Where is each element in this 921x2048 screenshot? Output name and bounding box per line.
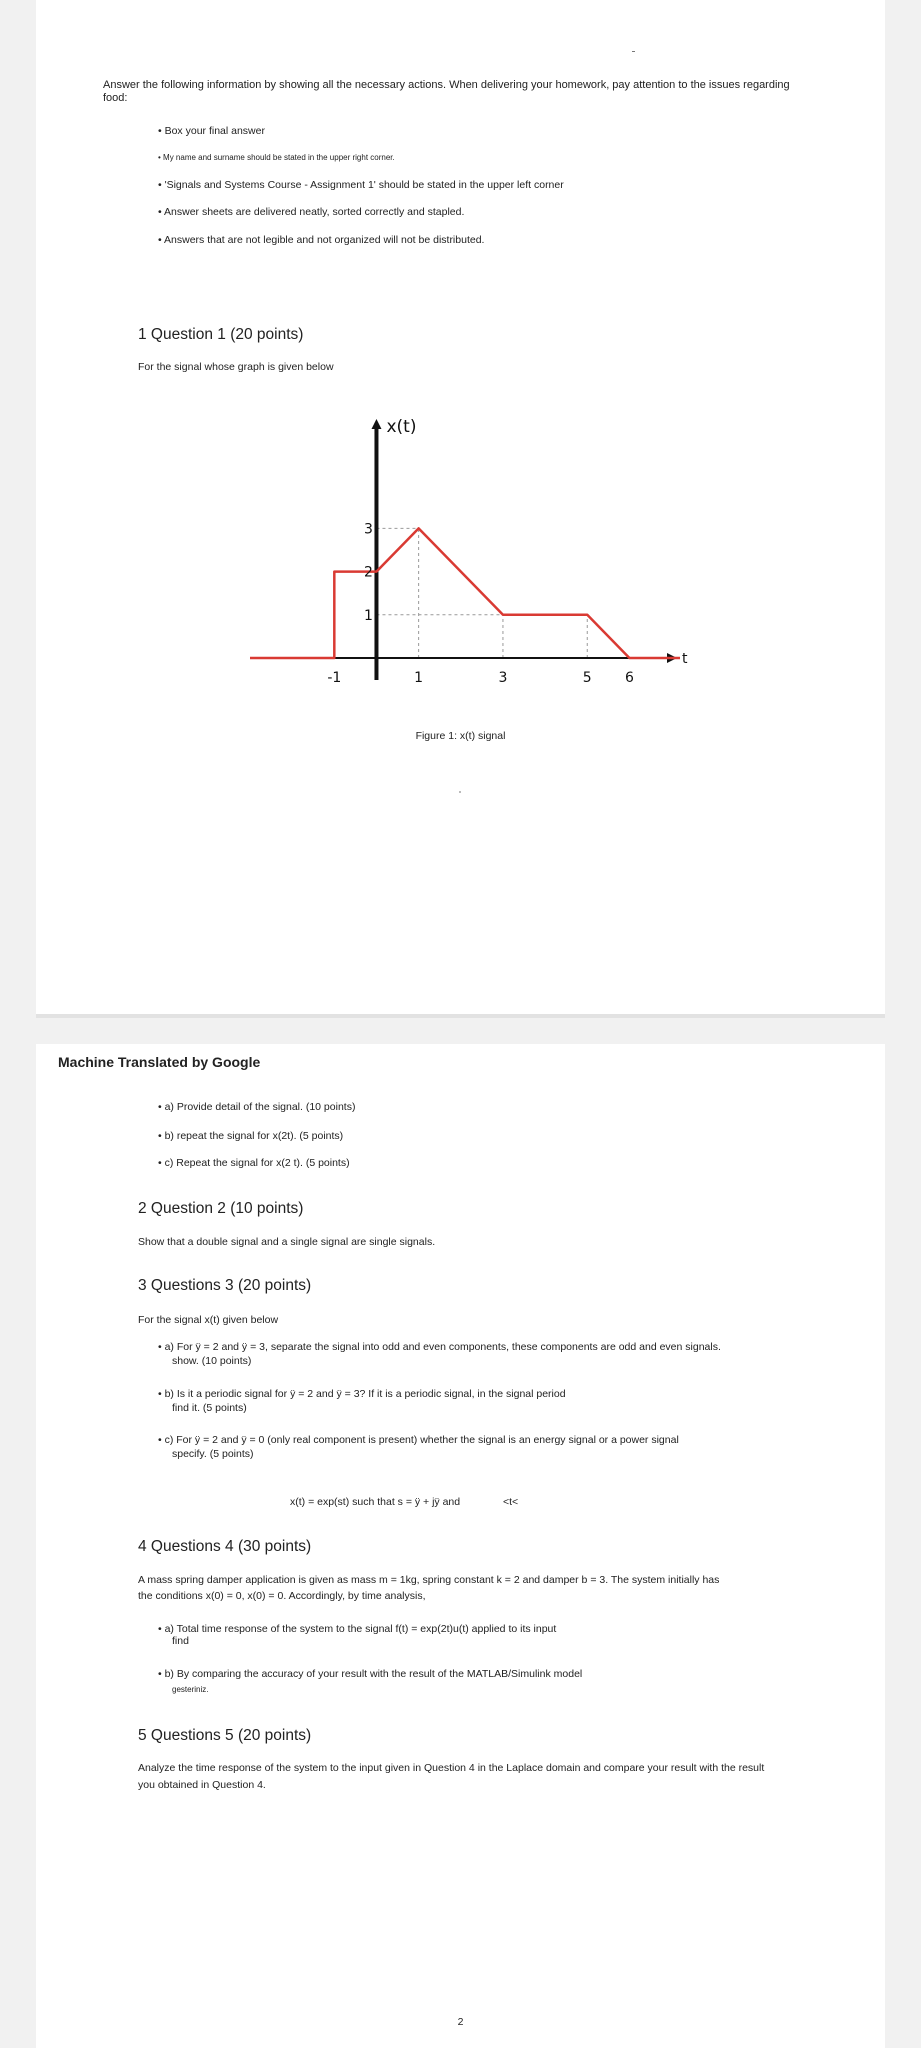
question-2-heading: 2 Question 2 (10 points) — [138, 1200, 304, 1217]
x-tick-label: 1 — [414, 670, 424, 686]
question-3-part-a — [158, 1340, 721, 1368]
question-2-text: Show that a double signal and a single signal are single signals. — [138, 1236, 436, 1248]
question-1-heading: 1 Question 1 (20 points) — [138, 326, 304, 343]
question-4-part-a-line-2: find — [172, 1635, 189, 1647]
y-tick-label: 1 — [364, 607, 373, 624]
question-1-part: • c) Repeat the signal for x(2 t). (5 points) — [158, 1157, 350, 1169]
question-4-part-a — [158, 1623, 556, 1647]
signal-chart — [240, 408, 700, 708]
speck — [459, 791, 461, 793]
question-3-formula: x(t) = exp(st) such that s = ÿ + jÿ and — [290, 1496, 461, 1508]
x-tick-label: 3 — [498, 670, 508, 686]
x-tick-labels — [327, 670, 634, 686]
signal-line — [250, 528, 680, 658]
question-3-text: For the signal x(t) given below — [138, 1314, 279, 1326]
translation-banner: Machine Translated by Google — [58, 1054, 261, 1070]
question-4-part-b — [158, 1667, 582, 1697]
question-5-text-line-1: Analyze the time response of the system to the input given in Question 4 in the Laplace domain and compare your result with the result — [138, 1762, 765, 1774]
question-3-heading: 3 Questions 3 (20 points) — [138, 1277, 312, 1294]
x-tick-label: 5 — [582, 670, 592, 686]
question-3-formula-tail: <t< — [503, 1496, 519, 1508]
instruction-item: • Answers that are not legible and not organized will not be distributed. — [158, 234, 484, 246]
y-tick-label: 3 — [364, 521, 373, 538]
question-1-part: • a) Provide detail of the signal. (10 points) — [158, 1101, 355, 1113]
x-tick-label: -1 — [327, 670, 342, 686]
x-axis-title: t — [682, 651, 688, 667]
figure-caption: Figure 1: x(t) signal — [415, 730, 506, 742]
question-4-heading: 4 Questions 4 (30 points) — [138, 1538, 312, 1555]
instruction-item: • Answer sheets are delivered neatly, sorted correctly and stapled. — [158, 206, 464, 218]
question-4-text-line-2: the conditions x(0) = 0, x(0) = 0. Accordingly, by time analysis, — [138, 1590, 426, 1602]
question-3-part-b — [158, 1387, 566, 1415]
y-tick-label: 2 — [364, 564, 373, 581]
instruction-item: • 'Signals and Systems Course - Assignment 1' should be stated in the upper left corner — [158, 179, 564, 191]
question-4-text-line-1: A mass spring damper application is given as mass m = 1kg, spring constant k = 2 and damper b = 3. The system initially has — [138, 1574, 720, 1586]
question-5-text-line-2: you obtained in Question 4. — [138, 1779, 266, 1791]
question-5-heading: 5 Questions 5 (20 points) — [138, 1727, 312, 1744]
y-axis-title: x(t) — [386, 417, 417, 437]
question-3-part-a-line-2: show. (10 points) — [172, 1355, 252, 1367]
question-1-text: For the signal whose graph is given below — [138, 361, 334, 373]
intro-paragraph: Answer the following information by showing all the necessary actions. When delivering your homework, pay attention to the issues regarding food: — [103, 79, 790, 104]
y-tick-labels — [364, 521, 373, 623]
question-3-part-a-line-1: • a) For ÿ = 2 and ÿ = 3, separate the signal into odd and even components, these components are odd and even signals. — [158, 1341, 721, 1353]
question-3-part-c-line-1: • c) For ÿ = 2 and ÿ = 0 (only real component is present) whether the signal is an energy signal or a power signal — [158, 1434, 679, 1446]
question-3-part-b-line-1: • b) Is it a periodic signal for ÿ = 2 and ÿ = 3? If it is a periodic signal, in the signal period — [158, 1388, 566, 1400]
question-4-part-b-line-2: gesteriniz. — [172, 1685, 209, 1694]
question-3-part-b-line-2: find it. (5 points) — [172, 1402, 247, 1414]
page-divider — [36, 1014, 885, 1018]
question-4-part-b-line-1: • b) By comparing the accuracy of your result with the result of the MATLAB/Simulink model — [158, 1668, 583, 1680]
page-mark — [632, 51, 635, 52]
question-1-part: • b) repeat the signal for x(2t). (5 points) — [158, 1130, 343, 1142]
page-number: 2 — [457, 2016, 464, 2028]
instruction-item: • Box your final answer — [158, 125, 265, 137]
x-tick-label: 6 — [624, 670, 634, 686]
question-4-part-a-line-1: • a) Total time response of the system to the signal f(t) = exp(2t)u(t) applied to its input — [158, 1623, 557, 1635]
question-3-part-c — [158, 1433, 679, 1461]
question-3-part-c-line-2: specify. (5 points) — [172, 1448, 254, 1460]
instruction-item: • My name and surname should be stated in the upper right corner. — [158, 153, 395, 162]
